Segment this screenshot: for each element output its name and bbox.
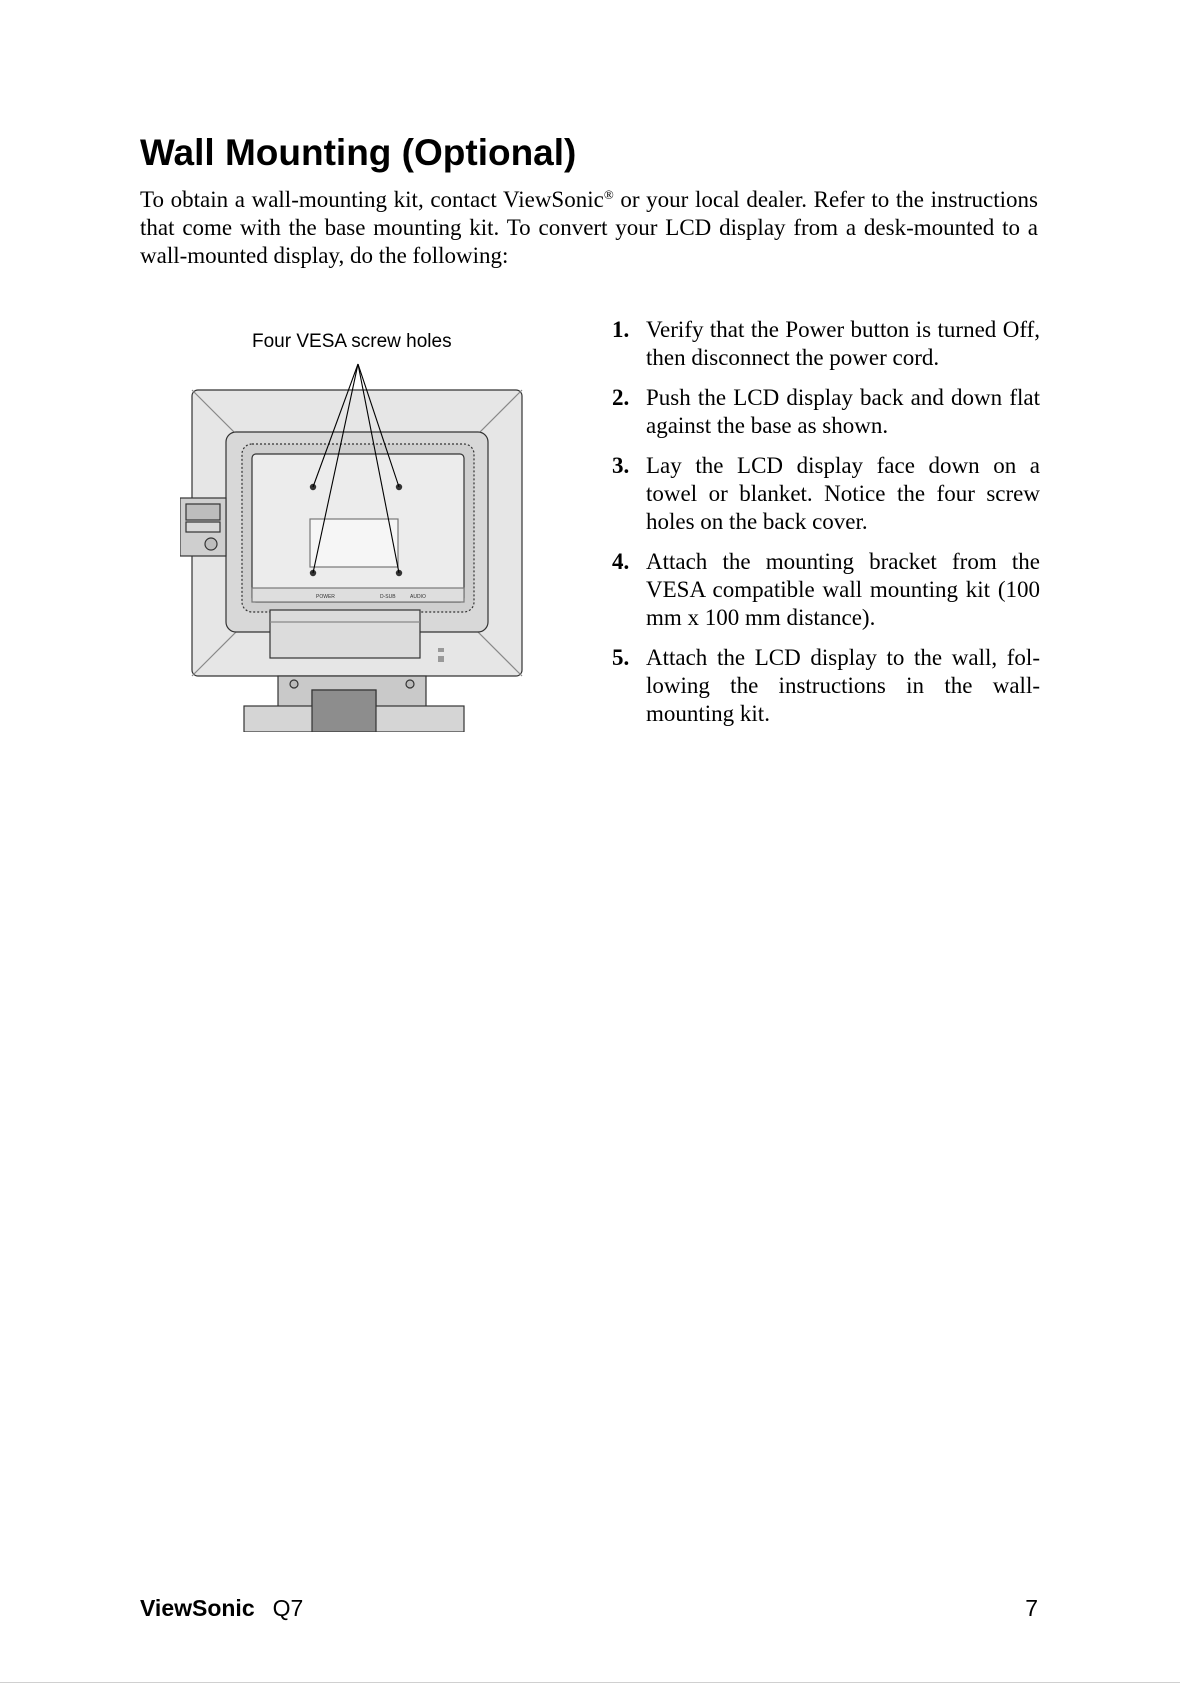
intro-text-part2: or your local dealer. Refer to the instructions that come with the base mounting kit. To convert your LCD display from a desk-mounted to a wall-mounted display, do the following: bbox=[140, 187, 1038, 268]
power-jack-icon bbox=[205, 538, 217, 550]
page-number: 7 bbox=[1025, 1595, 1038, 1621]
step-number: 4. bbox=[612, 549, 630, 574]
step-text: Attach the LCD display to the wall, fol-lowing the instructions in the wall-mounting kit. bbox=[646, 645, 1040, 726]
monitor-back-illustration bbox=[180, 322, 540, 732]
step-number: 3. bbox=[612, 453, 630, 478]
step-text: Push the LCD display back and down flat against the base as shown. bbox=[646, 385, 1040, 438]
step-item bbox=[612, 644, 1040, 728]
step-number: 1. bbox=[612, 317, 630, 342]
page-title: Wall Mounting (Optional) bbox=[140, 132, 577, 173]
port-label-dsub: D-SUB bbox=[380, 594, 396, 600]
stand-neck bbox=[270, 610, 420, 658]
port-label-audio: AUDIO bbox=[410, 594, 426, 600]
page-bottom-rule bbox=[0, 1682, 1180, 1683]
step-number: 2. bbox=[612, 385, 630, 410]
step-text: Attach the mounting bracket from the VESA compatible wall mounting kit (100 mm x 100 mm distance). bbox=[646, 549, 1040, 630]
step-text: Verify that the Power button is turned Off, then disconnect the power cord. bbox=[646, 317, 1040, 370]
intro-paragraph bbox=[140, 186, 1038, 270]
step-item bbox=[612, 452, 1040, 536]
step-text: Lay the LCD display face down on a towel or blanket. Notice the four screw holes on the back cover. bbox=[646, 453, 1040, 534]
figure-caption: Four VESA screw holes bbox=[252, 331, 452, 352]
step-item bbox=[612, 548, 1040, 632]
port-strip bbox=[252, 588, 464, 602]
port-label-power: POWER bbox=[316, 594, 335, 600]
intro-text-part1: To obtain a wall-mounting kit, contact ViewSonic bbox=[140, 187, 604, 212]
instruction-steps bbox=[612, 316, 1040, 740]
footer-brand-name: ViewSonic bbox=[140, 1595, 255, 1621]
registered-mark: ® bbox=[603, 187, 614, 202]
footer-brand bbox=[140, 1594, 303, 1622]
step-item bbox=[612, 316, 1040, 372]
footer-model: Q7 bbox=[272, 1595, 304, 1621]
step-number: 5. bbox=[612, 645, 630, 670]
step-item bbox=[612, 384, 1040, 440]
